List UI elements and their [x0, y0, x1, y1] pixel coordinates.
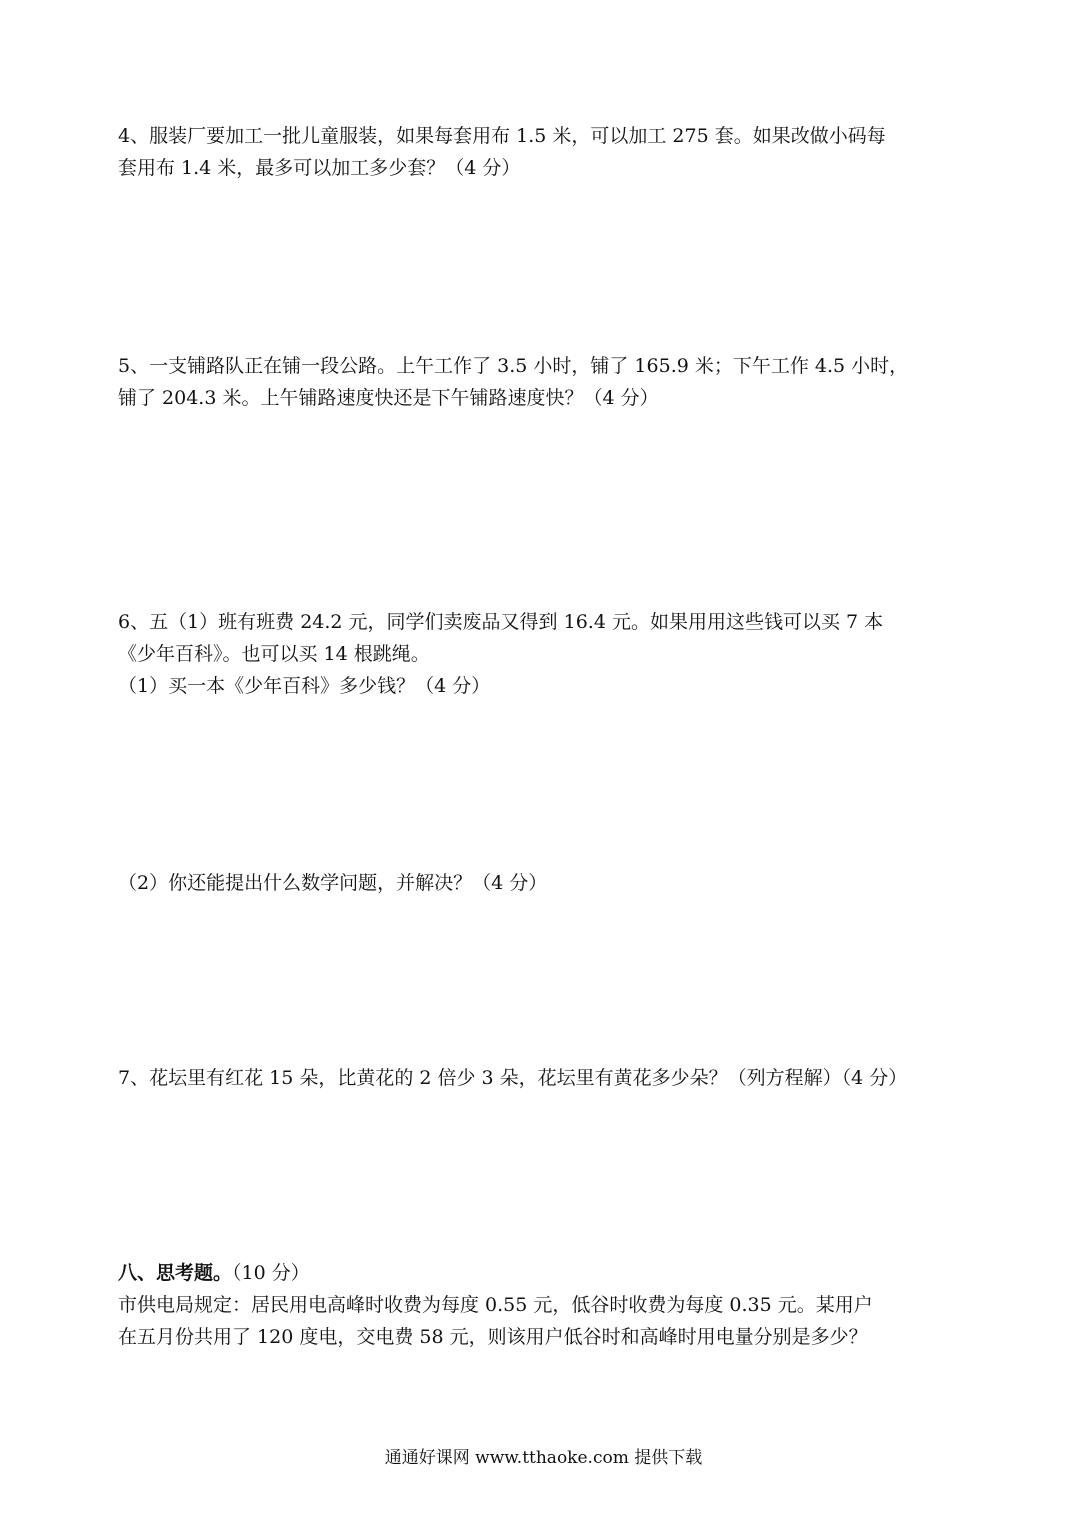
problem-5 [118, 350, 978, 414]
section-8-title: 八、思考题。 [118, 1262, 233, 1284]
section-8-heading [118, 1257, 978, 1289]
problem-6-line-1: 6、五（1）班有班费 24.2 元，同学们卖废品又得到 16.4 元。如果用用这些钱可以买 7 本 [118, 611, 884, 633]
problem-7-line-1: 7、花坛里有红花 15 朵，比黄花的 2 倍少 3 朵，花坛里有黄花多少朵？（列方程解）（4 分） [118, 1067, 908, 1089]
section-8-score: （10 分） [232, 1262, 310, 1284]
problem-4-line-1: 4、服装厂要加工一批儿童服装，如果每套用布 1.5 米，可以加工 275 套。如果改做小码每 [118, 125, 886, 147]
problem-6-sub-1: （1）买一本《少年百科》多少钱？（4 分） [118, 675, 491, 697]
problem-6-part-2 [118, 867, 978, 899]
section-8-line-2: 在五月份共用了 120 度电，交电费 58 元，则该用户低谷时和高峰时用电量分别是多少？ [118, 1326, 868, 1348]
problem-6 [118, 606, 978, 702]
problem-6-sub-2: （2）你还能提出什么数学问题，并解决？（4 分） [118, 872, 548, 894]
problem-4 [118, 120, 978, 184]
problem-6-line-2: 《少年百科》。也可以买 14 根跳绳。 [118, 643, 430, 665]
page-footer: 通通好课网 www.tthaoke.com 提供下载 [384, 1448, 703, 1468]
problem-7 [118, 1062, 978, 1094]
section-8-line-1: 市供电局规定：居民用电高峰时收费为每度 0.55 元，低谷时收费为每度 0.35 元。某用户 [118, 1294, 873, 1316]
problem-5-line-2: 铺了 204.3 米。上午铺路速度快还是下午铺路速度快？（4 分） [118, 387, 659, 409]
section-8 [118, 1257, 978, 1353]
problem-4-line-2: 套用布 1.4 米，最多可以加工多少套？（4 分） [118, 157, 521, 179]
problem-5-line-1: 5、一支铺路队正在铺一段公路。上午工作了 3.5 小时，铺了 165.9 米；下午工作 4.5 小时， [118, 355, 909, 377]
